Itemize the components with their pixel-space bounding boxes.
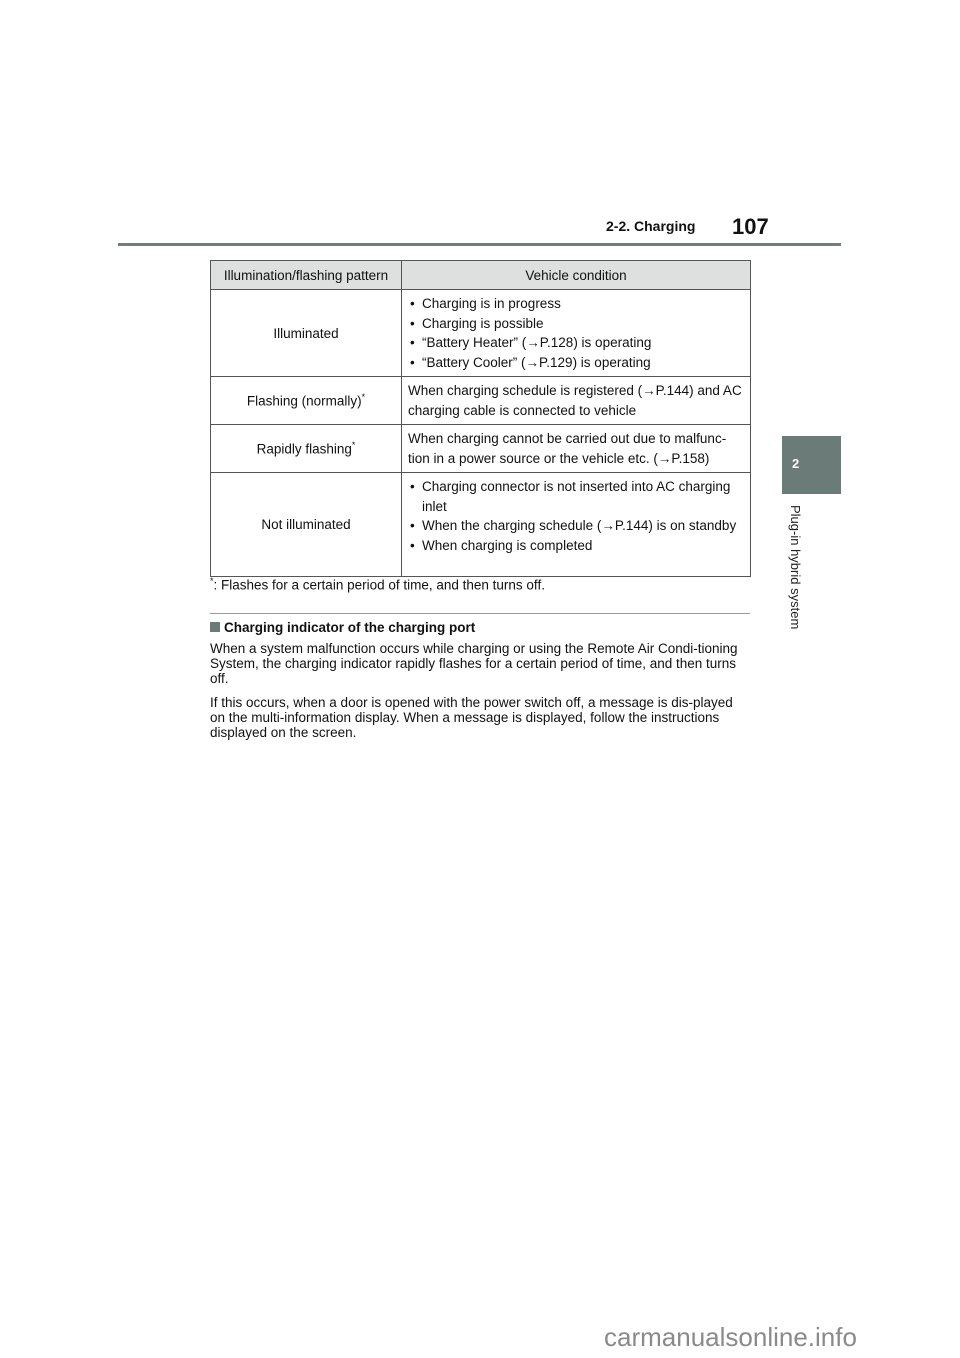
section-title-text: Charging indicator of the charging port xyxy=(224,620,476,635)
table-row xyxy=(211,377,751,425)
paragraph: When a system malfunction occurs while charging or using the Remote Air Condi-tioning System, the charging indicator rapidly flashes for a certain period of time, and then turns off. xyxy=(210,641,738,686)
table-row xyxy=(211,290,751,377)
column-header: Vehicle condition xyxy=(402,261,751,290)
column-header: Illumination/flashing pattern xyxy=(211,261,402,290)
pattern-cell: Not illuminated xyxy=(211,473,402,577)
footnote xyxy=(210,576,545,593)
list-item: • “Battery Cooler” (→P.129) is operating xyxy=(408,353,744,373)
indicator-table xyxy=(210,260,751,577)
list-item: • Charging is possible xyxy=(408,314,744,334)
divider xyxy=(210,613,750,614)
section-header: 2-2. Charging xyxy=(606,218,696,234)
square-bullet-icon xyxy=(210,622,220,632)
pattern-cell: Flashing (normally) xyxy=(246,393,362,409)
table-header-row xyxy=(211,261,751,290)
list-item: • When charging is completed xyxy=(408,536,744,556)
list-item: • Charging is in progress xyxy=(408,294,744,314)
pattern-cell: Rapidly flashing xyxy=(256,441,352,457)
footnote-text: : Flashes for a certain period of time, and then turns off. xyxy=(213,577,545,593)
table-row xyxy=(211,473,751,577)
footnote-mark: * xyxy=(351,440,356,451)
condition-cell: When charging cannot be carried out due to malfunc-tion in a power source or the vehicle etc. (→P.158) xyxy=(402,425,751,473)
chapter-tab xyxy=(782,436,841,494)
chapter-number: 2 xyxy=(792,456,800,471)
page-number: 107 xyxy=(732,214,769,239)
header-rule xyxy=(118,243,841,246)
watermark: carmanualsonline.info xyxy=(604,1322,857,1352)
table-row xyxy=(211,425,751,473)
paragraph: If this occurs, when a door is opened with the power switch off, a message is dis-played on the multi-information display. When a message is displayed, follow the instructions displayed on the screen. xyxy=(210,695,733,740)
footnote-mark: * xyxy=(210,576,214,586)
condition-cell: When charging schedule is registered (→P.144) and AC charging cable is connected to vehicle xyxy=(402,377,751,425)
list-item: • When the charging schedule (→P.144) is on standby xyxy=(408,516,744,536)
list-item: • “Battery Heater” (→P.128) is operating xyxy=(408,333,744,353)
chapter-label: Plug-in hybrid system xyxy=(788,505,803,630)
list-item: • Charging connector is not inserted into AC charging inlet xyxy=(408,477,744,516)
pattern-cell: Illuminated xyxy=(211,290,402,377)
section-title xyxy=(210,620,475,635)
footnote-mark: * xyxy=(361,392,366,403)
